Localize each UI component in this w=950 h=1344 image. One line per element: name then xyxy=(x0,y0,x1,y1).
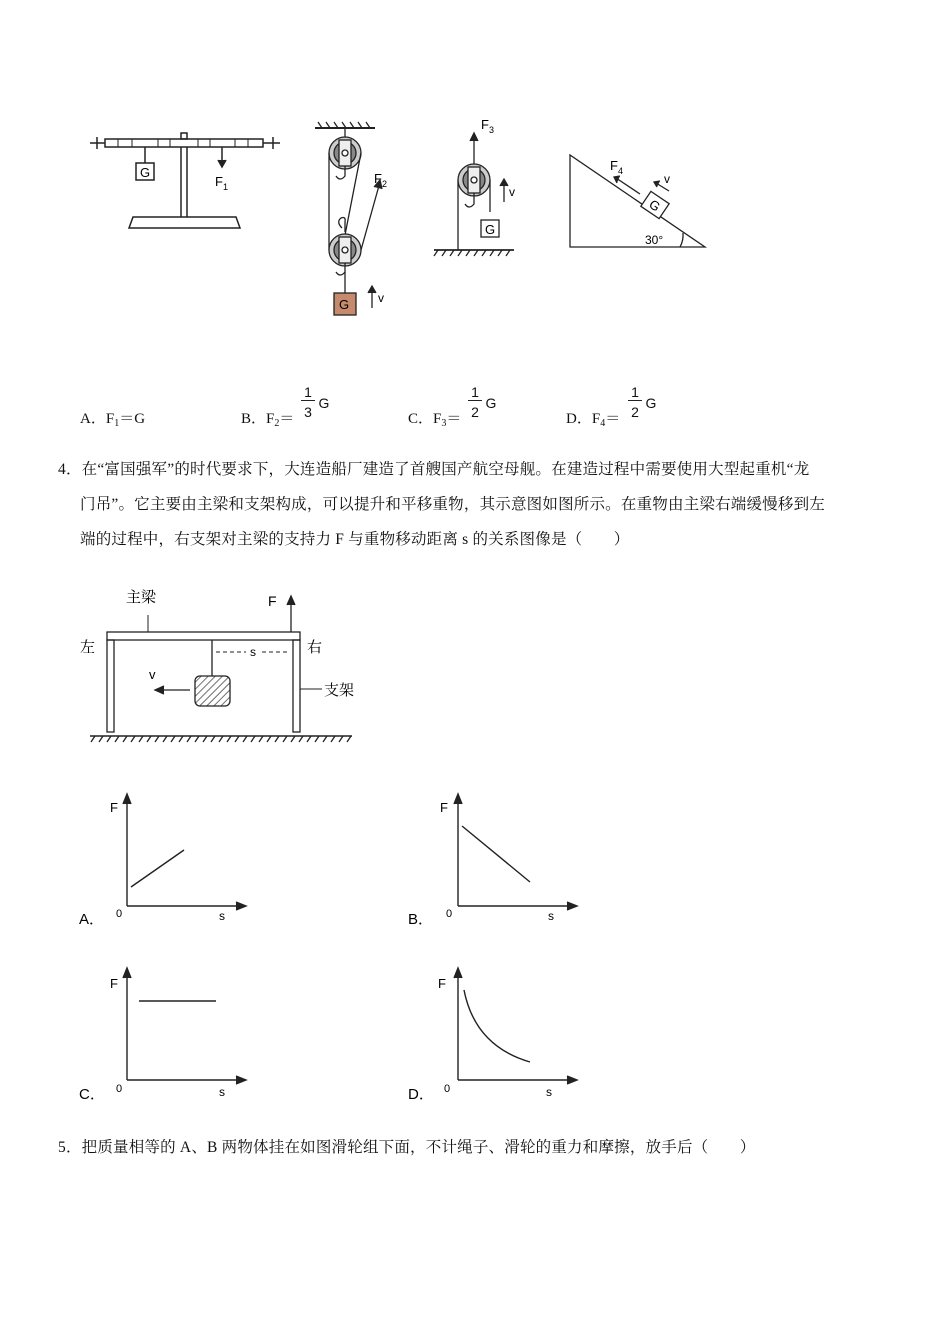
q5-question: 5．把质量相等的 A、B 两物体挂在如图滑轮组下面，不计绳子、滑轮的重力和摩擦，放手后（ ） xyxy=(58,1139,756,1156)
q4-graph-d[interactable] xyxy=(405,960,605,1110)
graph-a-line xyxy=(131,850,184,887)
graph-d-origin: 0 xyxy=(444,1083,451,1095)
right-label: 右 xyxy=(307,639,323,656)
support-label: 支架 xyxy=(324,682,355,699)
pulley-block-force-label: $F_2$ xyxy=(374,171,387,189)
q4-graph-c[interactable] xyxy=(75,960,275,1110)
q3-option-c-unit: G xyxy=(485,395,497,411)
q3-option-b-fraction-bar xyxy=(301,400,315,401)
force-label: F xyxy=(268,593,277,609)
velocity-label: v xyxy=(149,667,156,682)
graph-d-x-label: s xyxy=(546,1085,552,1099)
q3-option-d-numerator: 1 xyxy=(631,384,639,400)
gantry-crane-figure xyxy=(75,580,365,750)
graph-d-letter: D． xyxy=(408,1086,434,1103)
incline-force-label: $F_4$ xyxy=(610,158,623,176)
graph-c-y-label: F xyxy=(110,976,118,991)
incline-angle-label: 30° xyxy=(645,233,664,247)
q3-option-c[interactable]: C．$F_3=$ xyxy=(408,411,462,429)
distance-label: s xyxy=(250,645,256,659)
q3-option-d-fraction-bar xyxy=(628,400,642,401)
movable-pulley-velocity-label: v xyxy=(509,185,515,199)
graph-c-origin: 0 xyxy=(116,1083,123,1095)
q4-line-1: 4．在“富国强军”的时代要求下，大连造船厂建造了首艘国产航空母舰。在建造过程中需要使用大型起重机“龙 xyxy=(58,461,810,478)
q3-option-b[interactable]: B．$F_2=$ xyxy=(241,411,295,429)
graph-a-origin: 0 xyxy=(116,908,123,920)
q3-option-a[interactable]: A．$F_1=G$ xyxy=(80,411,146,429)
q3-option-c-denominator: 2 xyxy=(471,404,479,420)
lever-force-label: $F_1$ xyxy=(215,174,228,192)
lever-weight-label: G xyxy=(140,165,151,180)
q4-line-2: 门吊”。它主要由主梁和支架构成，可以提升和平移重物，其示意图如图所示。在重物由主梁右端缓慢移到左 xyxy=(80,496,825,513)
main-beam-label: 主梁 xyxy=(126,589,157,606)
q3-option-d-denominator: 2 xyxy=(631,404,639,420)
pulley-block-velocity-label: v xyxy=(378,291,384,305)
graph-c-x-label: s xyxy=(219,1085,225,1099)
q3-option-c-fraction-bar xyxy=(468,400,482,401)
graph-d-curve xyxy=(464,990,530,1062)
graph-d-y-label: F xyxy=(438,976,446,991)
q3-option-d[interactable]: D．$F_4=$ xyxy=(566,411,621,429)
movable-pulley-weight-label: G xyxy=(485,222,496,237)
q4-graph-b[interactable] xyxy=(405,788,605,938)
incline-velocity-label: v xyxy=(664,172,670,186)
graph-b-letter: B． xyxy=(408,911,434,928)
graph-b-x-label: s xyxy=(548,909,554,923)
graph-a-letter: A． xyxy=(79,911,105,928)
graph-b-y-label: F xyxy=(440,800,448,815)
q3-option-b-numerator: 1 xyxy=(304,384,312,400)
q4-question xyxy=(58,452,898,557)
lever-figure xyxy=(90,133,280,228)
q4-graph-a[interactable] xyxy=(75,788,275,938)
q3-option-b-unit: G xyxy=(318,395,330,411)
q3-option-d-unit: G xyxy=(645,395,657,411)
graph-c-letter: C． xyxy=(79,1086,105,1103)
q3-option-b-denominator: 3 xyxy=(304,404,312,420)
graph-a-x-label: s xyxy=(219,909,225,923)
graph-b-origin: 0 xyxy=(446,908,453,920)
movable-pulley-figure xyxy=(434,133,514,256)
q4-line-3: 端的过程中，右支架对主梁的支持力 F 与重物移动距离 s 的关系图像是（ ） xyxy=(80,531,630,548)
pulley-block-figure xyxy=(315,122,382,315)
incline-figure xyxy=(570,155,705,247)
graph-a-y-label: F xyxy=(110,800,118,815)
left-label: 左 xyxy=(80,639,96,656)
graph-b-line xyxy=(462,826,530,882)
movable-pulley-force-label: $F_3$ xyxy=(481,117,494,135)
q3-figures xyxy=(0,100,950,330)
q3-option-c-numerator: 1 xyxy=(471,384,479,400)
incline-weight-label: G xyxy=(646,196,664,215)
pulley-block-weight-label: G xyxy=(339,297,350,312)
